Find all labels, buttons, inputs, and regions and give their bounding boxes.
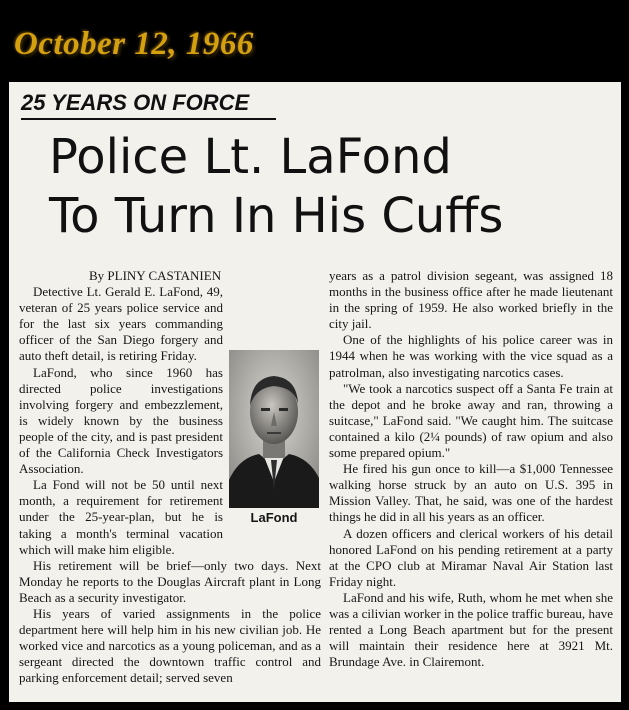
paragraph: His years of varied assignments in the police department here will help him in his new civilian job. He worked vice and narcotics as a young policeman, and as a sergeant directed the downtown traffic control and parking enforcement detail; served seven (19, 605, 321, 686)
paragraph: years as a patrol division segeant, was assigned 18 months in the business office after he made lieutenant in the spring of 1959. He also worked briefly in the city jail. (329, 268, 613, 332)
portrait-photo (229, 350, 319, 536)
portrait-image (229, 350, 319, 508)
paragraph: La Fond will not be 50 until next month, a requirement for retirement under the 25-year-plan, but he is taking a month's terminal vacation which will make him eligible. (19, 477, 223, 557)
paragraph: A dozen officers and clerical workers of his detail honored LaFond on his pending retirement at a party at the CPO club at Miramar Naval Air Station last Friday night. (329, 525, 613, 589)
headline-line-1: Police Lt. LaFond (49, 129, 452, 185)
byline: By PLINY CASTANIEN (89, 268, 222, 283)
date-label: October 12, 1966 (14, 26, 254, 62)
kicker: 25 YEARS ON FORCE (21, 90, 250, 115)
paragraph: "We took a narcotics suspect off a Santa Fe train at the depot and he broke away and ran, throwing a suitcase," LaFond said. "We caught him. The suitcase contained a kilo (2¼ pounds) of raw opium and also some prepared opium." (329, 380, 613, 461)
paragraph: One of the highlights of his police career was in 1944 when he was working with the vice squad as a patrolman, also investigating narcotics cases. (329, 332, 613, 380)
paragraph: Detective Lt. Gerald E. LaFond, 49, veteran of 25 years police service and for the last six years commanding officer of the San Diego forgery and auto theft detail, is retiring Friday. (19, 284, 223, 364)
article-column-2 (329, 268, 613, 670)
paragraph: LaFond, who since 1960 has directed police investigations involving forgery and embezzlement, is widely known by the business people of the city, and is past president of the California Check Investigators Association. (19, 364, 223, 477)
photo-caption: LaFond (250, 510, 298, 526)
headline-line-2: To Turn In His Cuffs (49, 188, 504, 244)
paragraph: LaFond and his wife, Ruth, whom he met when she was a cilivian worker in the police traffic bureau, have rented a Long Beach apartment but for the present will maintain their residence here at 3921 Mt. Brundage Ave. in Clairemont. (329, 589, 613, 670)
headline (49, 128, 503, 246)
article-column-1 (19, 268, 321, 686)
paragraph: His retirement will be brief—only two days. Next Monday he reports to the Douglas Aircraft plant in Long Beach as a security investigator. (19, 557, 321, 605)
newspaper-clipping (9, 82, 621, 702)
paragraph: He fired his gun once to kill—a $1,000 Tennessee walking horse struck by an auto on U.S. 395 in Mission Valley. That, he said, was one of the hardest things he did in all his years as an officer. (329, 461, 613, 525)
kicker-underline (21, 118, 276, 120)
